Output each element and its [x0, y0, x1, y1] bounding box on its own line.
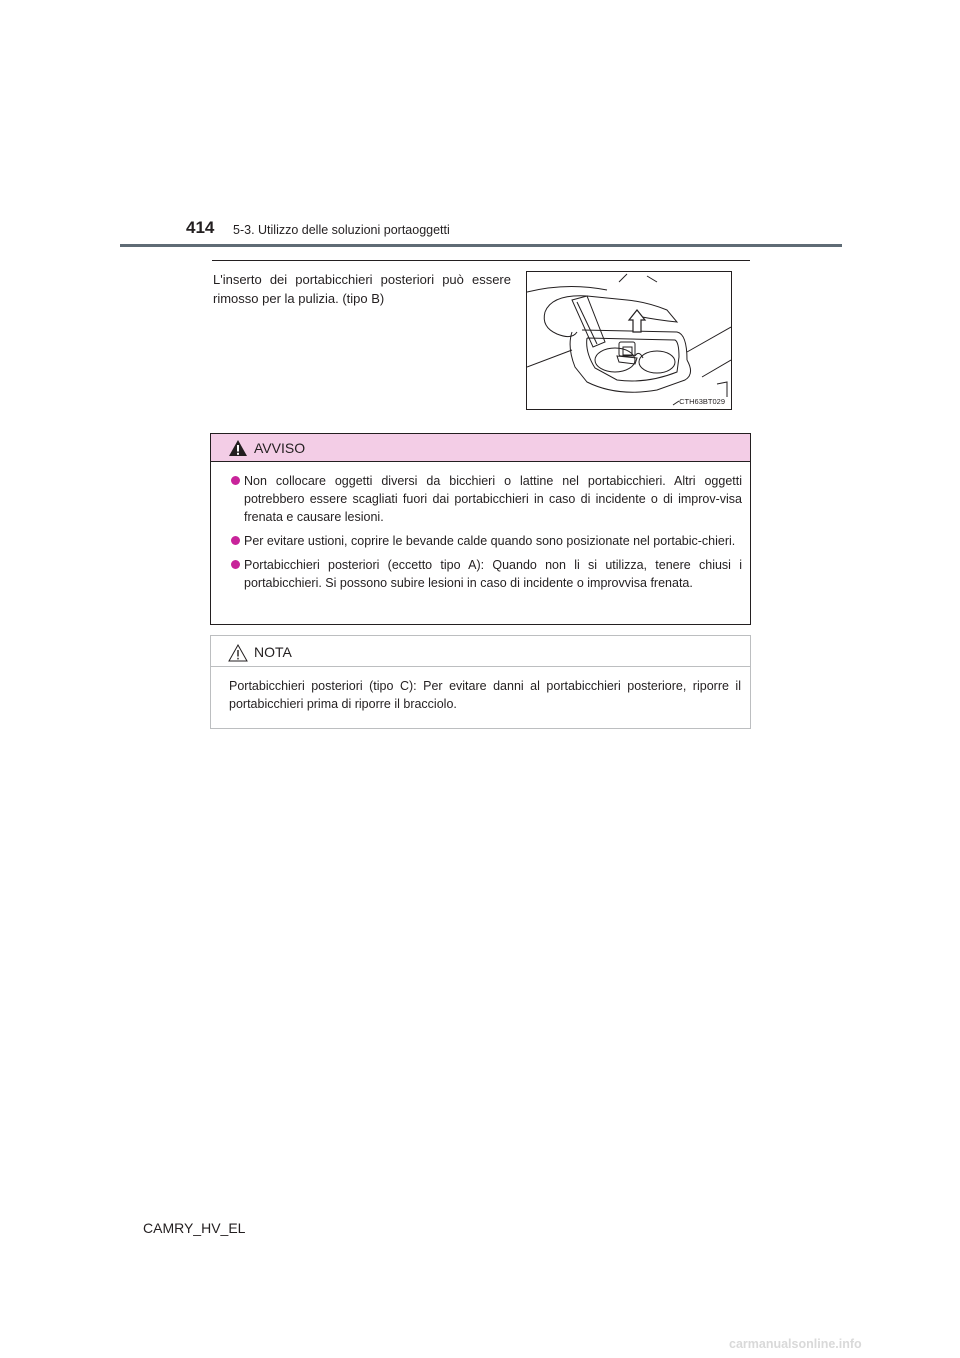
bullet-icon — [231, 476, 240, 485]
warning-title: AVVISO — [254, 440, 306, 456]
watermark: carmanualsonline.info — [729, 1337, 862, 1351]
note-text: Portabicchieri posteriori (tipo C): Per evitare danni al portabicchieri posteriore, riporre il portabicchieri prima di riporre il bracciolo. — [229, 679, 741, 711]
note-box — [210, 635, 751, 729]
page-number: 414 — [186, 218, 215, 237]
warning-header — [211, 434, 750, 462]
header-rule — [120, 244, 842, 247]
section-title: 5-3. Utilizzo delle soluzioni portaoggetti — [233, 223, 450, 237]
warning-item — [231, 532, 742, 550]
note-header — [211, 636, 750, 667]
warning-item — [231, 556, 742, 592]
cup-holder-illustration — [526, 271, 732, 410]
warning-box — [210, 433, 751, 625]
section-rule — [212, 260, 750, 261]
warning-list — [211, 462, 750, 592]
intro-paragraph: L'inserto dei portabicchieri posteriori può essere rimosso per la pulizia. (tipo B) — [213, 272, 511, 306]
figure-code: CTH63BT029 — [679, 397, 725, 406]
warning-item — [231, 472, 742, 526]
lift-arrow-icon — [629, 310, 645, 332]
bullet-icon — [231, 560, 240, 569]
caution-triangle-icon — [228, 644, 248, 662]
bullet-icon — [231, 536, 240, 545]
warning-item-text: Portabicchieri posteriori (eccetto tipo A): Quando non li si utilizza, tenere chiusi i portabicchieri. Si possono subire lesioni in caso di incidente o improvvisa frenata. — [244, 558, 742, 590]
warning-triangle-icon — [228, 439, 248, 457]
note-title: NOTA — [254, 644, 292, 660]
footer-code: CAMRY_HV_EL — [143, 1220, 246, 1236]
warning-item-text: Non collocare oggetti diversi da bicchieri o lattine nel portabicchieri. Altri oggetti potrebbero essere scagliati fuori dai portabicchieri in caso di incidente o di improv-visa frenata e causare lesioni. — [244, 474, 742, 524]
cup-holder-drawing — [527, 272, 731, 409]
warning-item-text: Per evitare ustioni, coprire le bevande calde quando sono posizionate nel portabic-chieri. — [244, 534, 736, 548]
